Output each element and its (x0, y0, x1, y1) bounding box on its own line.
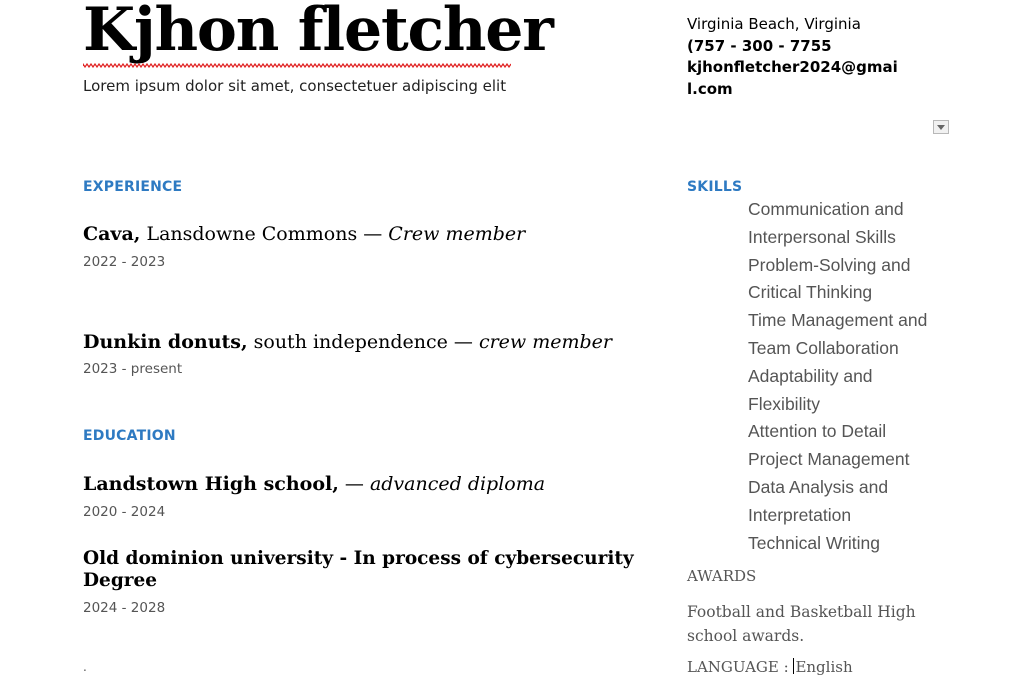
job-dates[interactable]: 2023 - present (83, 361, 183, 377)
language-label: LANGUAGE : (687, 658, 794, 676)
skill-line: Problem-Solving and (748, 254, 911, 275)
skill-line: Data Analysis and (748, 476, 889, 497)
contact-email[interactable]: kjhonfletcher2024@gmail.com (687, 58, 898, 98)
skill-line: Flexibility (748, 393, 820, 414)
awards-text[interactable]: Football and Basketball High school awards. (687, 603, 916, 645)
skill-line: Critical Thinking (748, 282, 873, 303)
options-dropdown-button[interactable] (933, 120, 949, 134)
skill-line: Interpersonal Skills (748, 226, 896, 247)
contact-location[interactable]: Virginia Beach, Virginia (687, 15, 861, 33)
school-title[interactable] (83, 473, 545, 495)
contact-block (687, 14, 917, 100)
job-dates[interactable]: 2022 - 2023 (83, 254, 166, 270)
school-title[interactable]: Old dominion university - In process of cybersecurity Degree (83, 548, 634, 591)
empty-paragraph-mark[interactable]: . (83, 660, 87, 674)
skill-line: Technical Writing (748, 532, 880, 553)
job-location: south independence — (247, 331, 479, 353)
language-value: English (795, 658, 853, 676)
language-line[interactable] (687, 658, 853, 676)
school-degree: advanced diploma (369, 473, 546, 495)
resume-name[interactable]: Kjhon fletcher (83, 0, 553, 65)
job-title[interactable] (83, 331, 612, 353)
skills-list[interactable] (748, 196, 948, 557)
school-name: Landstown High school, (83, 473, 339, 495)
school-dates[interactable]: 2024 - 2028 (83, 600, 166, 616)
skill-line: Project Management (748, 449, 910, 470)
school-dates[interactable]: 2020 - 2024 (83, 504, 166, 520)
job-role: Crew member (388, 223, 526, 245)
skill-line: Attention to Detail (748, 421, 887, 442)
job-location: Lansdowne Commons — (140, 223, 389, 245)
school-separator: — (338, 473, 370, 495)
skill-line: Adaptability and (748, 365, 873, 386)
job-employer: Dunkin donuts, (83, 331, 248, 353)
skill-line: Time Management and (748, 310, 928, 331)
education-heading[interactable]: EDUCATION (83, 428, 176, 444)
awards-heading[interactable]: AWARDS (687, 567, 757, 585)
tagline[interactable]: Lorem ipsum dolor sit amet, consectetuer adipiscing elit (83, 77, 507, 95)
skills-heading[interactable]: SKILLS (687, 179, 743, 195)
skill-line: Team Collaboration (748, 337, 899, 358)
experience-heading[interactable]: EXPERIENCE (83, 179, 183, 195)
job-role: crew member (478, 331, 612, 353)
spellcheck-underline (83, 63, 511, 68)
skill-line: Interpretation (748, 504, 852, 525)
chevron-down-icon (937, 125, 945, 130)
skill-line: Communication and (748, 199, 904, 219)
job-title[interactable] (83, 223, 525, 245)
job-employer: Cava, (83, 223, 141, 245)
contact-phone[interactable]: (757 - 300 - 7755 (687, 36, 832, 55)
